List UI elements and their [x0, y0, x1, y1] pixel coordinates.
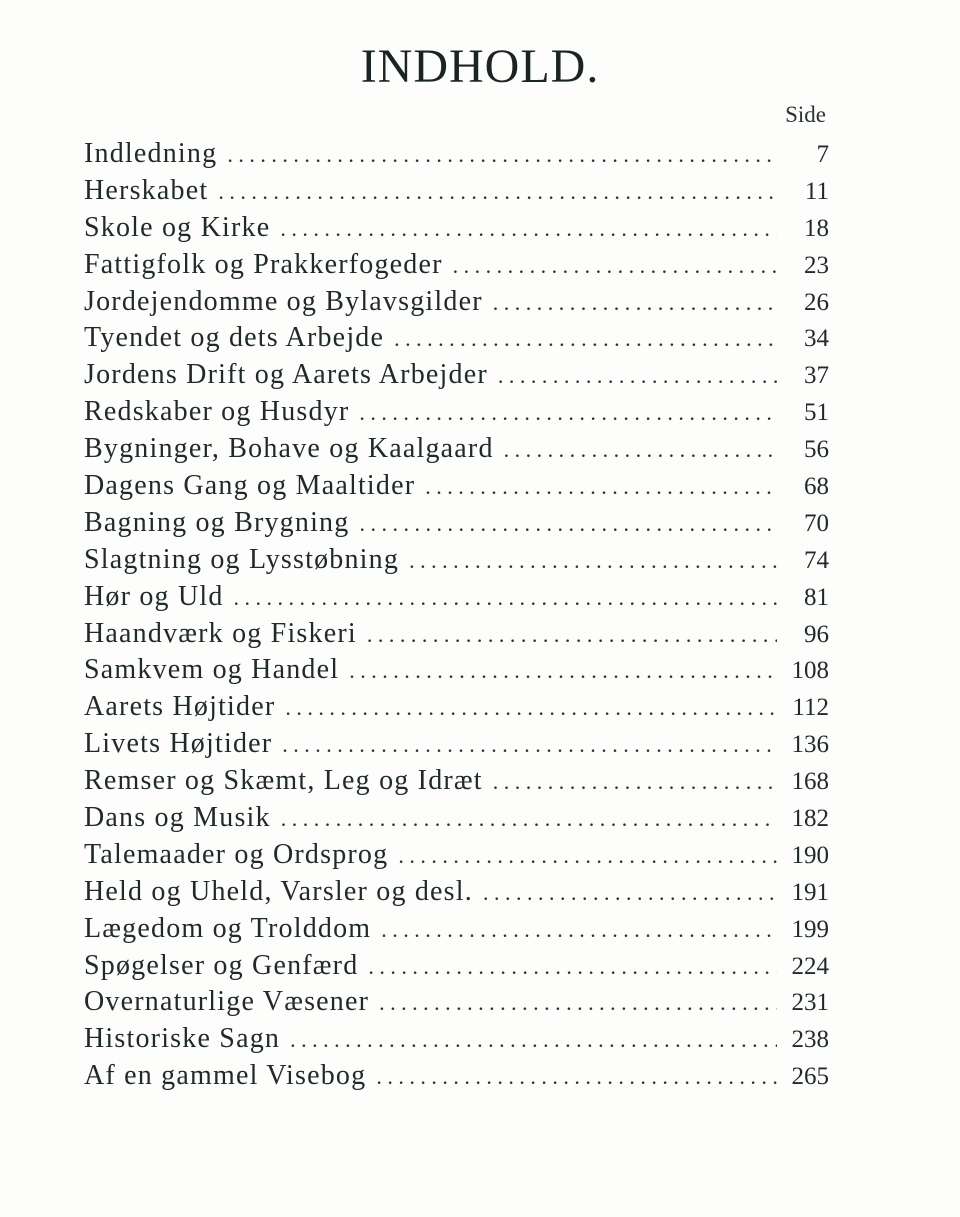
toc-entry-title: Held og Uheld, Varsler og desl.	[84, 875, 473, 907]
toc-entry-title: Herskabet	[84, 174, 209, 206]
toc-entry-title: Livets Højtider	[84, 728, 273, 760]
dot-leader	[493, 285, 777, 322]
toc-entry-page: 136	[791, 731, 829, 759]
toc-entry	[84, 136, 829, 173]
toc-entry	[84, 431, 829, 468]
dot-leader	[409, 543, 777, 580]
toc-entry-page: 18	[804, 214, 829, 242]
toc-entry-title: Dans og Musik	[84, 802, 271, 834]
toc-entry-page: 96	[804, 620, 829, 648]
toc-entry	[84, 689, 829, 726]
toc-entry-title: Redskaber og Husdyr	[84, 396, 350, 428]
page-title: INDHOLD.	[360, 40, 600, 93]
toc-entry-page: 168	[791, 768, 829, 796]
dot-leader	[483, 875, 777, 912]
dot-leader	[218, 174, 777, 211]
toc-entry-title: Jordens Drift og Aarets Arbejder	[84, 359, 488, 391]
toc-entry-title: Overnaturlige Væsener	[84, 986, 370, 1018]
toc-entry	[84, 984, 829, 1021]
toc-entry	[84, 210, 829, 247]
toc-entry-page: 11	[804, 177, 829, 205]
toc-entry-page: 68	[804, 473, 829, 501]
toc-entry-title: Samkvem og Handel	[84, 654, 340, 686]
toc-entry-page: 81	[804, 583, 829, 611]
toc-entry-page: 37	[804, 362, 829, 390]
toc-entry-title: Historiske Sagn	[84, 1023, 281, 1055]
toc-entry-title: Indledning	[84, 138, 218, 169]
toc-entry-page: 108	[791, 657, 829, 685]
toc-entry	[84, 911, 829, 948]
dot-leader	[376, 1059, 777, 1096]
dot-leader	[280, 211, 777, 248]
page-column-header: Side	[785, 102, 826, 127]
toc-entry	[84, 505, 829, 542]
toc-entry-page: 224	[791, 952, 829, 980]
toc-entry-title: Hør og Uld	[84, 580, 224, 612]
toc-entry-page: 74	[804, 546, 829, 574]
toc-entry	[84, 1021, 829, 1058]
toc-entry	[84, 874, 829, 911]
dot-leader	[290, 1022, 777, 1059]
table-of-contents	[84, 136, 829, 1095]
toc-entry-page: 34	[804, 325, 829, 353]
toc-entry	[84, 652, 829, 689]
dot-leader	[394, 321, 777, 358]
toc-entry-title: Lægedom og Trolddom	[84, 912, 372, 944]
toc-entry-page: 112	[792, 694, 829, 722]
dot-leader	[227, 137, 777, 174]
toc-entry-page: 7	[816, 141, 829, 168]
toc-entry-title: Talemaader og Ordsprog	[84, 838, 389, 870]
toc-entry	[84, 468, 829, 505]
toc-entry	[84, 948, 829, 985]
dot-leader	[281, 801, 777, 838]
toc-entry	[84, 616, 829, 653]
toc-entry	[84, 173, 829, 210]
toc-entry-page: 199	[791, 915, 829, 943]
toc-entry-title: Slagtning og Lysstøbning	[84, 543, 400, 575]
toc-entry	[84, 579, 829, 616]
dot-leader	[359, 506, 777, 543]
dot-leader	[453, 248, 777, 285]
toc-entry	[84, 320, 829, 357]
toc-entry-page: 190	[791, 841, 829, 869]
toc-entry-page: 56	[804, 436, 829, 464]
dot-leader	[493, 764, 777, 801]
dot-leader	[425, 469, 777, 506]
toc-entry-title: Aarets Højtider	[84, 691, 276, 723]
toc-entry	[84, 357, 829, 394]
toc-entry-title: Tyendet og dets Arbejde	[84, 322, 385, 354]
toc-entry	[84, 800, 829, 837]
dot-leader	[359, 395, 777, 432]
toc-entry	[84, 284, 829, 321]
toc-entry-page: 231	[791, 989, 829, 1017]
dot-leader	[285, 690, 777, 727]
toc-entry-page: 265	[791, 1063, 829, 1091]
toc-entry	[84, 247, 829, 284]
toc-entry-title: Haandværk og Fiskeri	[84, 617, 357, 649]
toc-entry	[84, 542, 829, 579]
dot-leader	[498, 358, 777, 395]
toc-entry	[84, 726, 829, 763]
dot-leader	[234, 580, 777, 617]
toc-entry-title: Fattigfolk og Prakkerfogeder	[84, 248, 443, 280]
toc-entry	[84, 763, 829, 800]
toc-entry-page: 70	[804, 509, 829, 537]
toc-entry-page: 238	[791, 1026, 829, 1054]
toc-entry	[84, 837, 829, 874]
dot-leader	[381, 912, 777, 949]
toc-entry-title: Spøgelser og Genfærd	[84, 949, 359, 981]
dot-leader	[349, 653, 777, 690]
toc-entry	[84, 1058, 829, 1095]
toc-entry-title: Af en gammel Visebog	[84, 1060, 367, 1092]
toc-entry-page: 51	[804, 399, 829, 427]
toc-entry	[84, 394, 829, 431]
toc-entry-title: Remser og Skæmt, Leg og Idræt	[84, 765, 483, 797]
dot-leader	[398, 838, 777, 875]
dot-leader	[368, 949, 777, 986]
dot-leader	[504, 432, 777, 469]
toc-entry-title: Bygninger, Bohave og Kaalgaard	[84, 433, 494, 465]
toc-entry-title: Skole og Kirke	[84, 211, 271, 243]
toc-entry-title: Dagens Gang og Maaltider	[84, 470, 416, 502]
toc-entry-page: 26	[804, 288, 829, 316]
toc-entry-page: 182	[791, 805, 829, 833]
dot-leader	[379, 985, 777, 1022]
dot-leader	[367, 617, 777, 654]
toc-entry-title: Bagning og Brygning	[84, 506, 350, 538]
toc-entry-page: 23	[804, 251, 829, 279]
dot-leader	[282, 727, 777, 764]
toc-entry-title: Jordejendomme og Bylavsgilder	[84, 285, 483, 317]
toc-entry-page: 191	[791, 878, 829, 906]
